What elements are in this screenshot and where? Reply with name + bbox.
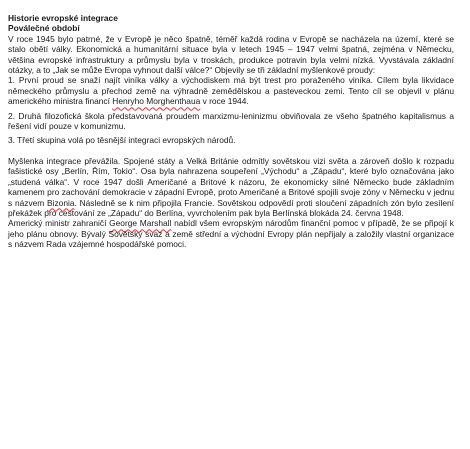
intro-paragraph [8,34,454,76]
document-title: Historie evropské integrace [8,13,118,23]
misspelled-name-morghenthau: Henryho Morghenthaua [112,96,201,107]
point-3 [8,135,454,145]
misspelled-name-bizonia: Bizonia [47,197,75,208]
misspelled-name-marshall: George Marshall [109,218,172,229]
paragraph-3-text-a: Americký ministr zahraničí [8,218,110,229]
document-subtitle: Poválečné období [8,23,80,34]
paragraph-2-text-b: . Následně se k nim připojila Francie. Sovětskou odpovědí proti sloučení západních zón bylo zesílení překážek pro cestování ze „Západu“ do Berlína, vyvrcholením pak byla Berlínská blokáda 24. června 1948. [8,197,454,218]
paragraph-3-text-b: nabídl všem evropským národům finanční pomoc v případě, že se připojí k jeho plánu obnovy. Bývalý Sovětský svaz a země střední a východní Evropy plán nepřijaly a založily vlastní organizace s názvem Rada vzájemné hospodářské pomoci. [8,218,454,250]
point-1-text-a: 1. První proud se snaží najít viníka války a východiskem má být trest pro poraženého viníka. Cílem byla likvidace německého průmyslu a přechod země na výhradně zemědělskou a pasteveckou zemi. Tento cíl se objevil v plánu amerického ministra financí [8,75,454,107]
point-1-text-b: v roce 1944. [200,96,249,107]
point-3-text: 3. Třetí skupina volá po těsnější integraci evropských národů. [8,135,236,146]
paragraph-2-text-a: Myšlenka integrace převážila. Spojené státy a Velká Británie odmítly sovětskou vizi světa a zároveň došlo k rozpadu fašistické osy „Berlín, Řím, Tokio“. Osa byla nahrazena soupeření „Východu“ a „Západu“, které bylo označována jako „studená válka“. V roce 1947 došli Američané a Britové k názoru, že ekonomicky silné Německo bude základním kamenem pro zachování demokracie v západní Evropě, proto Američané a Britové spojili svoje zóny v Německu v jednu s názvem [8,155,454,208]
document-page [8,13,454,250]
paragraph-3 [8,218,454,249]
paragraph-2 [8,156,454,218]
point-2-text: 2. Druhá filozofická škola představovaná proudem marxizmu-leninizmu obviňovala ze všeho špatného kapitalismus a řešení vidí pouze v komunizmu. [8,110,454,132]
intro-text: V roce 1945 bylo patrné, že v Evropě je něco špatně, téměř každá rodina v Evropě se nacházela na území, které se stalo obětí války. Ekonomická a humanitární situace byla v letech 1945 – 1947 velmi špatná, zejména v Německu, většina evropské infrastruktury a průmyslu byla v troskách, produkce potravin byla velmi nízká. Vyvstávala základní otázky, a to „Jak se může Evropa vyhnout další válce?“ Objevily se tři základní myšlenkové proudy: [8,33,454,76]
point-2 [8,111,454,132]
spacer [8,146,454,156]
point-1 [8,75,454,106]
